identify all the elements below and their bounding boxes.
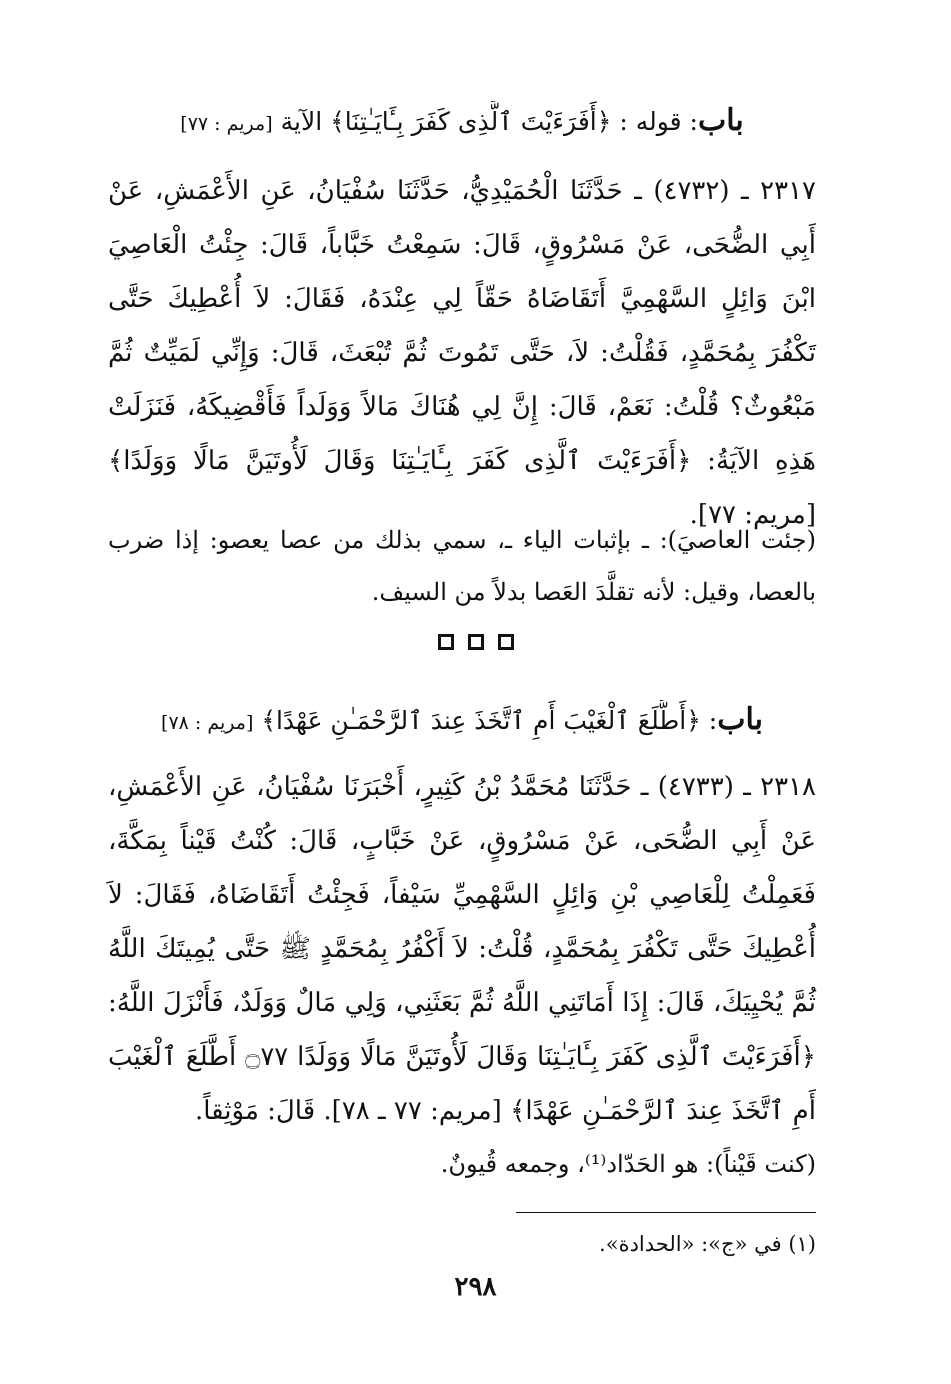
section-separator — [0, 634, 951, 650]
hadith-2318: ٢٣١٨ ـ (٤٧٣٣) ـ حَدَّثَنَا مُحَمَّدُ بْنُ كَثِيرٍ، أَخْبَرَنَا سُفْيَانُ، عَنِ الأَعْمَشِ، عَنْ أَبِي الضُّحَى، عَنْ مَسْرُوقٍ، عَنْ خَبَّابٍ، قَالَ: كُنْتُ قَيْناً بِمَكَّةَ، فَعَمِلْتُ لِلْعَاصِي بْنِ وَائِلٍ السَّهْمِيِّ سَيْفاً، فَجِئْتُ أَتَقَاضَاهُ، فَقَالَ: لاَ أُعْطِيكَ حَتَّى تَكْفُرَ بِمُحَمَّدٍ، قُلْتُ: لاَ أَكْفُرُ بِمُحَمَّدٍ ﷺ حَتَّى يُمِيتَكَ اللَّهُ ثُمَّ يُحْيِيَكَ، قَالَ: إِذَا أَمَاتَنِي اللَّهُ ثُمَّ بَعَثَنِي، وَلِي مَالٌ وَوَلَدٌ، فَأَنْزَلَ اللَّهُ: ﴿أَفَرَءَيْتَ ٱلَّذِى كَفَرَ بِـَٔايَـٰتِنَا وَقَالَ لَأُوتَيَنَّ مَالًا وَوَلَدًا ۝٧٧ أَطَّلَعَ ٱلْغَيْبَ أَمِ ٱتَّخَذَ عِندَ ٱلرَّحْمَـٰنِ عَهْدًا﴾ [مريم: ٧٧ ـ ٧٨]. قَالَ: مَوْثِقاً. — [108, 772, 817, 1126]
chapter-heading-2 — [108, 700, 816, 743]
quran-reference: [مريم : ٧٧] — [180, 113, 273, 135]
chapter-label: باب — [697, 103, 744, 138]
separator-square-icon — [498, 634, 514, 650]
chapter-title: : ﴿أَطَّلَعَ ٱلْغَيْبَ أَمِ ٱتَّخَذَ عِندَ ٱلرَّحْمَـٰنِ عَهْدًا﴾ — [261, 706, 718, 735]
separator-square-icon — [468, 634, 484, 650]
explanatory-note-2: (كنت قَيْناً): هو الحَدّاد⁽¹⁾، وجمعه قُيونٌ. — [440, 1150, 816, 1178]
chapter-label: باب — [717, 702, 763, 737]
footnote-divider — [516, 1212, 816, 1213]
separator-square-icon — [438, 634, 454, 650]
quran-reference: [مريم : ٧٨] — [161, 712, 254, 734]
explanatory-note-1: (جئت العاصيَ): ـ بإثبات الياء ـ، سمي بذلك من عصا يعصو: إذا ضرب بالعصا، وقيل: لأنه تقلَّدَ العَصا بدلاً من السيف. — [108, 526, 816, 606]
hadith-2317: ٢٣١٧ ـ (٤٧٣٢) ـ حَدَّثَنَا الْحُمَيْدِيُّ، حَدَّثَنَا سُفْيَانُ، عَنِ الأَعْمَشِ، عَنْ أَبِي الضُّحَى، عَنْ مَسْرُوقٍ، قَالَ: سَمِعْتُ خَبَّاباً، قَالَ: جِئْتُ الْعَاصِيَ ابْنَ وَائِلٍ السَّهْمِيَّ أَتَقَاضَاهُ حَقّاً لِي عِنْدَهُ، فَقَالَ: لاَ أُعْطِيكَ حَتَّى تَكْفُرَ بِمُحَمَّدٍ، فَقُلْتُ: لاَ، حَتَّى تَمُوتَ ثُمَّ تُبْعَثَ، قَالَ: وَإِنِّي لَمَيِّتٌ ثُمَّ مَبْعُوثٌ؟ قُلْتُ: نَعَمْ، قَالَ: إِنَّ لِي هُنَاكَ مَالاً وَوَلَداً فَأَقْضِيكَهُ، فَنَزَلَتْ هَذِهِ الآيَةُ: ﴿أَفَرَءَيْتَ ٱلَّذِى كَفَرَ بِـَٔايَـٰتِنَا وَقَالَ لَأُوتَيَنَّ مَالًا وَوَلَدًا﴾ [مريم: ٧٧]. — [108, 176, 816, 530]
footnote: (١) في «ج»: «الحدادة». — [599, 1232, 816, 1256]
chapter-heading-1 — [108, 101, 816, 144]
chapter-title: : قوله : ﴿أَفَرَءَيْتَ ٱلَّذِى كَفَرَ بِـَٔايَـٰتِنَا﴾ الآية — [280, 107, 698, 136]
page-number: ٢٩٨ — [454, 1272, 497, 1302]
